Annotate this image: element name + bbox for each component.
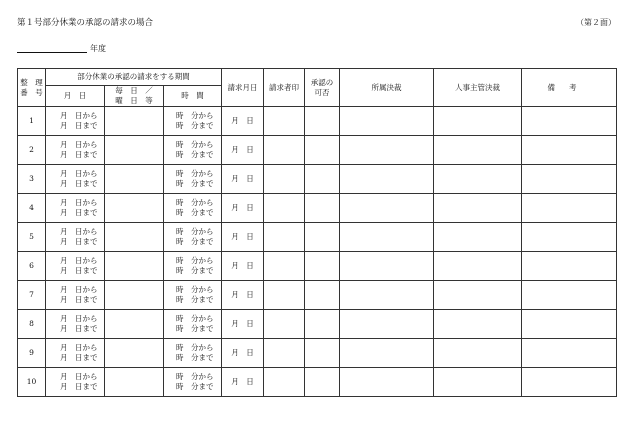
table-row [18, 339, 617, 368]
date-to: 月 日まで [60, 353, 98, 362]
date-to: 月 日まで [60, 237, 98, 246]
mainichi-cell[interactable] [105, 368, 164, 397]
date-from: 月 日から [60, 140, 98, 149]
hr-approval-cell[interactable] [434, 252, 522, 281]
dept-approval-cell[interactable] [340, 310, 434, 339]
time-to: 時 分まで [176, 353, 214, 362]
mainichi-cell[interactable] [105, 281, 164, 310]
header-shonin-1: 承認の [310, 77, 334, 87]
time-range-cell[interactable] [164, 310, 222, 339]
row-number: 10 [18, 368, 46, 397]
header-shonin-2: 可否 [314, 87, 330, 97]
requester-seal-cell[interactable] [264, 339, 305, 368]
date-range-cell[interactable] [46, 368, 105, 397]
row-number: 4 [18, 194, 46, 223]
dept-approval-cell[interactable] [340, 223, 434, 252]
year-label: 年度 [90, 44, 106, 53]
table-row [18, 281, 617, 310]
header-period-group: 部分休業の承認の請求をする期間 [46, 69, 222, 86]
header-jikan: 時 間 [164, 86, 222, 107]
date-from: 月 日から [60, 227, 98, 236]
remarks-cell[interactable] [522, 281, 617, 310]
hr-approval-cell[interactable] [434, 310, 522, 339]
time-from: 時 分から [176, 169, 214, 178]
date-range-cell[interactable] [46, 165, 105, 194]
row-number: 9 [18, 339, 46, 368]
time-to: 時 分まで [176, 382, 214, 391]
remarks-cell[interactable] [522, 223, 617, 252]
time-range-cell[interactable] [164, 223, 222, 252]
date-from: 月 日から [60, 169, 98, 178]
hr-approval-cell[interactable] [434, 136, 522, 165]
hr-approval-cell[interactable] [434, 194, 522, 223]
approval-cell[interactable] [305, 165, 340, 194]
approval-cell[interactable] [305, 252, 340, 281]
hr-approval-cell[interactable] [434, 107, 522, 136]
approval-cell[interactable] [305, 281, 340, 310]
page-number: （第２面） [576, 18, 616, 27]
table-row [18, 310, 617, 339]
table-row [18, 368, 617, 397]
mainichi-cell[interactable] [105, 107, 164, 136]
date-to: 月 日まで [60, 150, 98, 159]
request-date-cell[interactable]: 月 日 [222, 223, 264, 252]
requester-seal-cell[interactable] [264, 281, 305, 310]
date-from: 月 日から [60, 372, 98, 381]
remarks-cell[interactable] [522, 136, 617, 165]
time-range-cell[interactable] [164, 339, 222, 368]
row-number: 3 [18, 165, 46, 194]
header-seiri-bango [18, 69, 46, 107]
dept-approval-cell[interactable] [340, 136, 434, 165]
requester-seal-cell[interactable] [264, 252, 305, 281]
time-range-cell[interactable] [164, 281, 222, 310]
row-number: 2 [18, 136, 46, 165]
request-date-cell[interactable]: 月 日 [222, 107, 264, 136]
row-number: 8 [18, 310, 46, 339]
approval-cell[interactable] [305, 194, 340, 223]
date-to: 月 日まで [60, 324, 98, 333]
time-to: 時 分まで [176, 150, 214, 159]
approval-cell[interactable] [305, 339, 340, 368]
time-from: 時 分から [176, 314, 214, 323]
time-to: 時 分まで [176, 179, 214, 188]
date-from: 月 日から [60, 111, 98, 120]
header-seiri: 整 理 [20, 77, 43, 87]
time-from: 時 分から [176, 343, 214, 352]
remarks-cell[interactable] [522, 165, 617, 194]
time-to: 時 分まで [176, 208, 214, 217]
request-date-cell[interactable]: 月 日 [222, 339, 264, 368]
remarks-cell[interactable] [522, 107, 617, 136]
date-to: 月 日まで [60, 266, 98, 275]
approval-cell[interactable] [305, 136, 340, 165]
row-number: 5 [18, 223, 46, 252]
mainichi-cell[interactable] [105, 252, 164, 281]
mainichi-cell[interactable] [105, 339, 164, 368]
date-to: 月 日まで [60, 179, 98, 188]
date-to: 月 日まで [60, 295, 98, 304]
request-date-cell[interactable]: 月 日 [222, 281, 264, 310]
header-biko: 備考 [522, 69, 617, 107]
dept-approval-cell[interactable] [340, 252, 434, 281]
header-shozoku: 所属決裁 [340, 69, 434, 107]
time-range-cell[interactable] [164, 107, 222, 136]
date-to: 月 日まで [60, 121, 98, 130]
date-from: 月 日から [60, 285, 98, 294]
hr-approval-cell[interactable] [434, 223, 522, 252]
mainichi-cell[interactable] [105, 310, 164, 339]
date-from: 月 日から [60, 198, 98, 207]
header-mainichi-2: 曜 日 等 [115, 96, 153, 105]
request-date-cell[interactable]: 月 日 [222, 252, 264, 281]
header-seikyu-date: 請求月日 [222, 69, 264, 107]
time-range-cell[interactable] [164, 194, 222, 223]
remarks-cell[interactable] [522, 310, 617, 339]
date-from: 月 日から [60, 343, 98, 352]
row-number: 7 [18, 281, 46, 310]
table-row [18, 136, 617, 165]
hr-approval-cell[interactable] [434, 368, 522, 397]
mainichi-cell[interactable] [105, 136, 164, 165]
hr-approval-cell[interactable] [434, 281, 522, 310]
time-range-cell[interactable] [164, 136, 222, 165]
remarks-cell[interactable] [522, 194, 617, 223]
time-to: 時 分まで [176, 295, 214, 304]
date-from: 月 日から [60, 256, 98, 265]
dept-approval-cell[interactable] [340, 165, 434, 194]
date-range-cell[interactable] [46, 136, 105, 165]
request-date-cell[interactable]: 月 日 [222, 136, 264, 165]
date-range-cell[interactable] [46, 281, 105, 310]
date-to: 月 日まで [60, 382, 98, 391]
time-from: 時 分から [176, 140, 214, 149]
dept-approval-cell[interactable] [340, 281, 434, 310]
row-number: 6 [18, 252, 46, 281]
date-range-cell[interactable] [46, 194, 105, 223]
time-from: 時 分から [176, 256, 214, 265]
date-to: 月 日まで [60, 208, 98, 217]
time-from: 時 分から [176, 111, 214, 120]
requester-seal-cell[interactable] [264, 310, 305, 339]
requester-seal-cell[interactable] [264, 136, 305, 165]
request-date-cell[interactable]: 月 日 [222, 165, 264, 194]
approval-cell[interactable] [305, 368, 340, 397]
table-row [18, 107, 617, 136]
time-from: 時 分から [176, 198, 214, 207]
table-row [18, 252, 617, 281]
approval-cell[interactable] [305, 223, 340, 252]
date-range-cell[interactable] [46, 310, 105, 339]
date-range-cell[interactable] [46, 107, 105, 136]
year-input-line[interactable] [17, 43, 87, 53]
requester-seal-cell[interactable] [264, 223, 305, 252]
time-to: 時 分まで [176, 121, 214, 130]
date-range-cell[interactable] [46, 339, 105, 368]
header-mainichi [105, 86, 164, 107]
row-number: 1 [18, 107, 46, 136]
remarks-cell[interactable] [522, 339, 617, 368]
remarks-cell[interactable] [522, 252, 617, 281]
request-date-cell[interactable]: 月 日 [222, 368, 264, 397]
time-from: 時 分から [176, 372, 214, 381]
header-bango: 番 号 [20, 87, 43, 97]
mainichi-cell[interactable] [105, 194, 164, 223]
time-to: 時 分まで [176, 266, 214, 275]
requester-seal-cell[interactable] [264, 368, 305, 397]
requester-seal-cell[interactable] [264, 165, 305, 194]
header-shonin [305, 69, 340, 107]
time-to: 時 分まで [176, 324, 214, 333]
time-to: 時 分まで [176, 237, 214, 246]
header-jinji: 人事主管決裁 [434, 69, 522, 107]
request-date-cell[interactable]: 月 日 [222, 310, 264, 339]
header-seikyu-in: 請求者印 [264, 69, 305, 107]
dept-approval-cell[interactable] [340, 107, 434, 136]
header-tsukihi: 月 日 [46, 86, 105, 107]
time-from: 時 分から [176, 285, 214, 294]
dept-approval-cell[interactable] [340, 368, 434, 397]
dept-approval-cell[interactable] [340, 339, 434, 368]
request-date-cell[interactable]: 月 日 [222, 194, 264, 223]
hr-approval-cell[interactable] [434, 339, 522, 368]
requester-seal-cell[interactable] [264, 107, 305, 136]
time-range-cell[interactable] [164, 252, 222, 281]
dept-approval-cell[interactable] [340, 194, 434, 223]
hr-approval-cell[interactable] [434, 165, 522, 194]
header-mainichi-1: 毎 日 ／ [115, 86, 153, 95]
request-table [17, 68, 617, 397]
table-row [18, 165, 617, 194]
mainichi-cell[interactable] [105, 165, 164, 194]
mainichi-cell[interactable] [105, 223, 164, 252]
remarks-cell[interactable] [522, 368, 617, 397]
approval-cell[interactable] [305, 310, 340, 339]
time-range-cell[interactable] [164, 165, 222, 194]
time-range-cell[interactable] [164, 368, 222, 397]
table-row [18, 223, 617, 252]
date-range-cell[interactable] [46, 252, 105, 281]
requester-seal-cell[interactable] [264, 194, 305, 223]
date-range-cell[interactable] [46, 223, 105, 252]
date-from: 月 日から [60, 314, 98, 323]
form-title: 第１号部分休業の承認の請求の場合 [17, 18, 154, 28]
time-from: 時 分から [176, 227, 214, 236]
approval-cell[interactable] [305, 107, 340, 136]
table-row [18, 194, 617, 223]
